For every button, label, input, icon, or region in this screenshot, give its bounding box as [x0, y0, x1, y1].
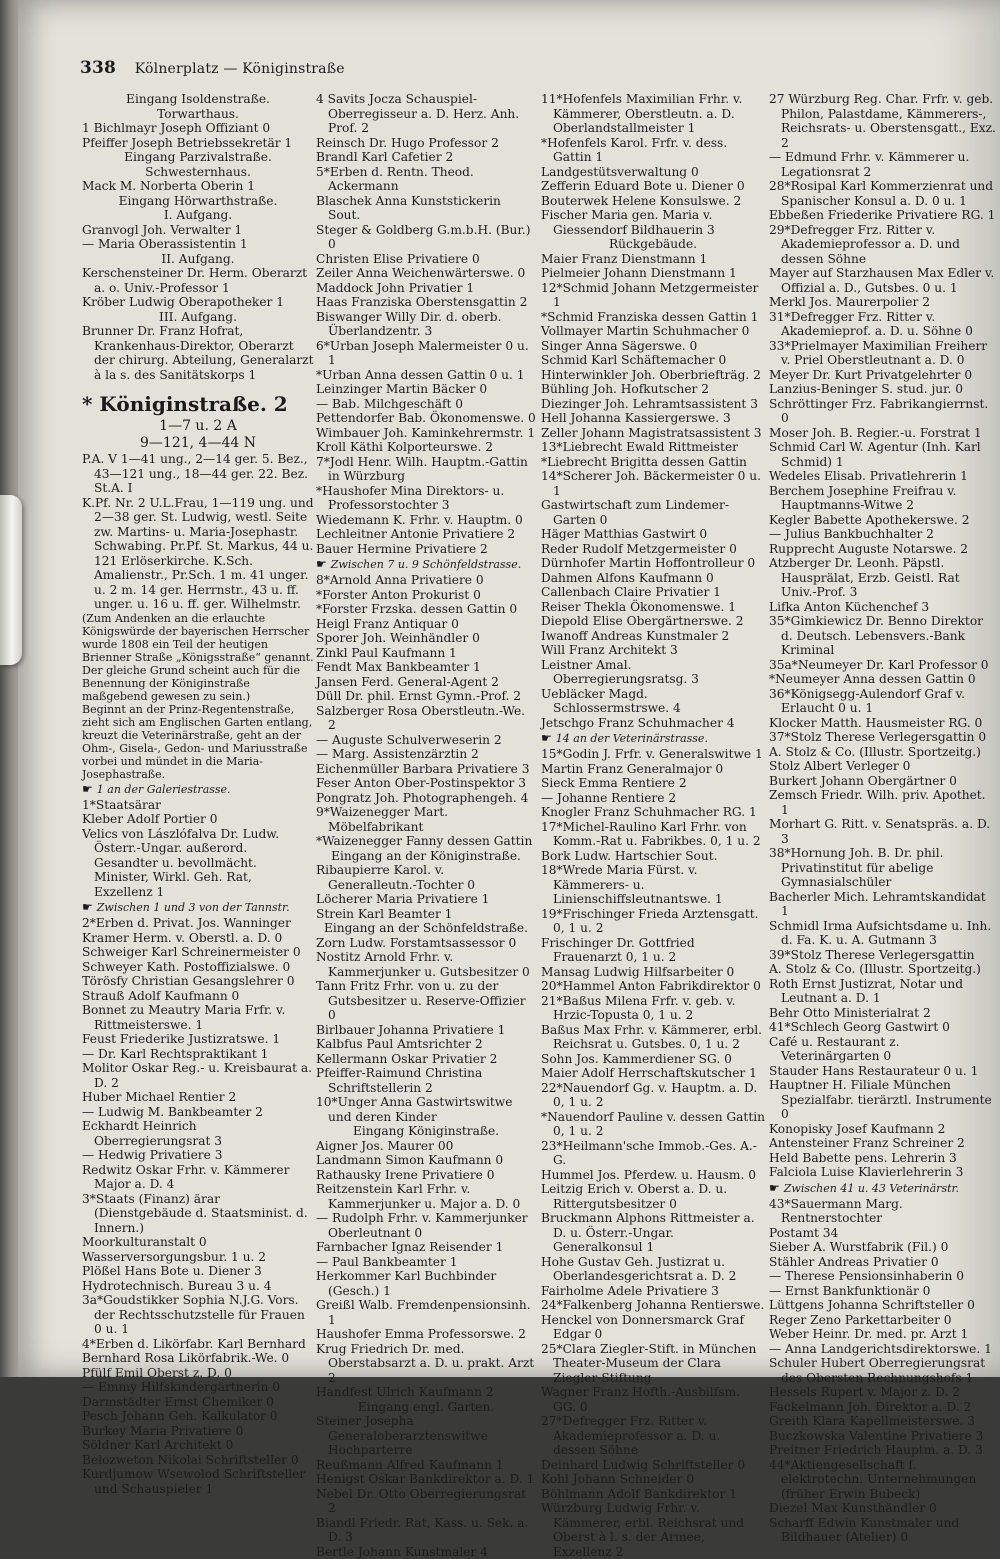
directory-entry: Lüttgens Johanna Schriftsteller 0 — [769, 1298, 997, 1313]
directory-entry: Zorn Ludw. Forstamtsassessor 0 — [316, 936, 536, 951]
directory-entry: Leistner Amal. Oberregierungsratsg. 3 — [541, 658, 765, 687]
directory-entry: Maier Franz Dienstmann 1 — [541, 252, 765, 267]
directory-entry: Huber Michael Rentier 2 — [82, 1090, 314, 1105]
directory-entry: Mayer auf Starzhausen Max Edler v. Offizial a. D., Gutsbes. 0 u. 1 — [769, 266, 997, 295]
directory-entry: 1 Bichlmayr Joseph Offiziant 0 — [82, 121, 314, 136]
hand-pointer-icon: ☛ — [769, 1181, 780, 1195]
directory-entry: 21*Baßus Milena Frfr. v. geb. v. Hrzic-Topusta 0, 1 u. 2 — [541, 994, 765, 1023]
directory-entry: Handfest Ulrich Kaufmann 2 — [316, 1385, 536, 1400]
directory-entry: 12*Schmid Johann Metzgermeister 1 — [541, 281, 765, 310]
directory-entry: 6*Urban Joseph Malermeister 0 u. 1 — [316, 339, 536, 368]
directory-entry: Knogler Franz Schuhmacher RG. 1 — [541, 805, 765, 820]
directory-entry: Iwanoff Andreas Kunstmaler 2 — [541, 629, 765, 644]
hand-pointer-icon: ☛ — [541, 731, 552, 745]
directory-entry: 3*Staats (Finanz) ärar (Dienstgebäude d. Staatsminist. d. Innern.) — [82, 1192, 314, 1236]
directory-entry: Birlbauer Johanna Privatiere 1 — [316, 1023, 536, 1038]
house-range: 1—7 u. 2 A — [82, 418, 314, 435]
directory-entry: Reger Zeno Parkettarbeiter 0 — [769, 1313, 997, 1328]
directory-entry: Bouterwek Helene Konsulswe. 2 — [541, 194, 765, 209]
directory-entry: — Edmund Frhr. v. Kämmerer u. Legationsrat 2 — [769, 150, 997, 179]
directory-entry: *Neumeyer Anna dessen Gattin 0 — [769, 672, 997, 687]
directory-entry: Burkey Maria Privatiere 0 — [82, 1424, 314, 1439]
cross-street-note — [82, 901, 314, 914]
directory-entry: Moser Joh. B. Regier.-u. Forstrat 1 — [769, 426, 997, 441]
directory-entry: Haas Franziska Oberstensgattin 2 — [316, 295, 536, 310]
directory-entry: Burkert Johann Obergärtner 0 — [769, 774, 997, 789]
directory-entry: Hessels Rupert v. Major z. D. 2 — [769, 1385, 997, 1400]
directory-entry: Reußmann Alfred Kaufmann 1 — [316, 1458, 536, 1473]
directory-entry: Söldner Karl Architekt 0 — [82, 1438, 314, 1453]
directory-entry: Schröttinger Frz. Fabrikangierrnst. 0 — [769, 397, 997, 426]
directory-entry: Sporer Joh. Weinhändler 0 — [316, 631, 536, 646]
directory-entry: Ebbeßen Friederike Privatiere RG. 1 — [769, 208, 997, 223]
house-range: 9—121, 4—44 N — [82, 435, 314, 452]
directory-entry: *Schmid Franziska dessen Gattin 1 — [541, 310, 765, 325]
directory-entry: Zemsch Friedr. Wilh. priv. Apothet. 1 — [769, 788, 997, 817]
directory-entry: Belozweton Nikolai Schriftsteller 0 — [82, 1453, 314, 1468]
directory-entry: Molitor Oskar Reg.- u. Kreisbaurat a. D. 2 — [82, 1061, 314, 1090]
directory-entry: Feust Friederike Justizratswe. 1 — [82, 1032, 314, 1047]
directory-entry: Redwitz Oskar Frhr. v. Kämmerer Major a. D. 4 — [82, 1163, 314, 1192]
directory-entry: Schweyer Kath. Postoffizialswe. 0 — [82, 960, 314, 975]
directory-entry: Löcherer Maria Privatiere 1 — [316, 892, 536, 907]
directory-entry: Sieck Emma Rentiere 2 — [541, 776, 765, 791]
directory-entry: Dürnhofer Martin Hoffontrolleur 0 — [541, 556, 765, 571]
directory-entry: 3a*Goudstikker Sophia N.J.G. Vors. der Rechtsschutzstelle für Frauen 0 u. 1 — [82, 1293, 314, 1337]
directory-entry: 27 Würzburg Reg. Char. Frfr. v. geb. Philon, Palastdame, Kämmerers-, Reichsrats- u. Oberstensgatt., Exz. 2 — [769, 92, 997, 150]
directory-entry: Ribaupierre Karol. v. Generalleutn.-Tochter 0 — [316, 863, 536, 892]
directory-entry: Haushofer Emma Professorswe. 2 — [316, 1327, 536, 1342]
directory-entry: *Nauendorf Pauline v. dessen Gattin 0, 1 u. 2 — [541, 1110, 765, 1139]
directory-entry: — Ernst Bankfunktionär 0 — [769, 1284, 997, 1299]
directory-entry: Stauder Hans Restaurateur 0 u. 1 — [769, 1064, 997, 1079]
directory-entry: 14*Scherer Joh. Bäckermeister 0 u. 1 — [541, 469, 765, 498]
directory-entry: Rathausky Irene Privatiere 0 — [316, 1168, 536, 1183]
directory-entry: — Dr. Karl Rechtspraktikant 1 — [82, 1047, 314, 1062]
directory-entry: Diezel Max Kunsthändler 0 — [769, 1501, 997, 1516]
directory-entry: 4 Savits Jocza Schauspiel-Oberregisseur a. D. Herz. Anh. Prof. 2 — [316, 92, 536, 136]
directory-entry: Atzberger Dr. Leonh. Päpstl. Hausprälat, Erzb. Geistl. Rat Univ.-Prof. 3 — [769, 556, 997, 600]
directory-entry: Hinterwinkler Joh. Oberbriefträg. 2 — [541, 368, 765, 383]
cross-street-note — [82, 783, 314, 796]
directory-entry: Kurdjumow Wsewolod Schriftsteller und Schauspieler 1 — [82, 1467, 314, 1496]
directory-entry: Gastwirtschaft zum Lindemer-Garten 0 — [541, 498, 765, 527]
directory-entry: *Urban Anna dessen Gattin 0 u. 1 — [316, 368, 536, 383]
directory-entry: Christen Elise Privatiere 0 — [316, 252, 536, 267]
section-heading: Eingang Isoldenstraße. — [82, 92, 314, 107]
directory-entry: Bühling Joh. Hofkutscher 2 — [541, 382, 765, 397]
directory-entry: Aigner Jos. Maurer 00 — [316, 1139, 536, 1154]
directory-entry: Plößel Hans Bote u. Diener 3 — [82, 1264, 314, 1279]
directory-entry: Jansen Ferd. General-Agent 2 — [316, 675, 536, 690]
directory-entry: Brunner Dr. Franz Hofrat, Krankenhaus-Direktor, Oberarzt der chirurg. Abteilung, Generalarzt à la s. des Sanitätskorps 1 — [82, 324, 314, 382]
directory-entry: 9*Waizenegger Mart. Möbelfabrikant — [316, 805, 536, 834]
directory-entry: Café u. Restaurant z. Veterinärgarten 0 — [769, 1035, 997, 1064]
directory-entry: 27*Defregger Frz. Ritter v. Akademieprofessor a. D. u. dessen Söhne — [541, 1414, 765, 1458]
directory-entry: Meyer Dr. Kurt Privatgelehrter 0 — [769, 368, 997, 383]
directory-entry: Kerschensteiner Dr. Herm. Oberarzt a. o. Univ.-Professor 1 — [82, 266, 314, 295]
directory-entry: Sohn Jos. Kammerdiener SG. 0 — [541, 1052, 765, 1067]
directory-entry: Mansag Ludwig Hilfsarbeiter 0 — [541, 965, 765, 980]
column-3 — [541, 92, 765, 1364]
directory-entry: — Rudolph Frhr. v. Kammerjunker Oberleutnant 0 — [316, 1211, 536, 1240]
directory-entry: Bertle Johann Kunstmaler 4 — [316, 1545, 536, 1559]
cross-street-text: Zwischen 1 und 3 von der Tannstr. — [97, 901, 290, 914]
directory-entry: Bork Ludw. Hartschier Sout. — [541, 849, 765, 864]
directory-entry: K.Pf. Nr. 2 U.L.Frau, 1—119 ung. und 2—38 ger. St. Ludwig, westl. Seite zw. Martins- u. Maria-Josephastr. Schwabing. Pr.Pf. St. Markus, 44 u. 121 Erlöserkirche. K.Sch. Amalienstr., Pr.Sch. 1 m. 41 unger. u. 2 m. 14 ger. Herrnstr., 43 u. ff. unger. u. 16 u. ff. ger. Wilhelmstr. — [82, 496, 314, 612]
directory-entry: Fairholme Adele Privatiere 3 — [541, 1284, 765, 1299]
section-heading: Eingang an der Schönfeldstraße. — [316, 921, 536, 936]
directory-entry: Hydrotechnisch. Bureau 3 u. 4 — [82, 1279, 314, 1294]
directory-entry: 7*Jodl Henr. Wilh. Hauptm.-Gattin in Würzburg — [316, 455, 536, 484]
directory-entry: Schweiger Karl Schreinermeister 0 — [82, 945, 314, 960]
directory-entry: *Hofenfels Karol. Frfr. v. dess. Gattin 1 — [541, 136, 765, 165]
directory-entry: 8*Arnold Anna Privatiere 0 — [316, 573, 536, 588]
directory-entry: Zeiler Anna Weichenwärterswe. 0 — [316, 266, 536, 281]
hand-pointer-icon: ☛ — [82, 782, 93, 796]
directory-entry: 20*Hammel Anton Fabrikdirektor 0 — [541, 979, 765, 994]
directory-entry: Kröber Ludwig Oberapotheker 1 — [82, 295, 314, 310]
directory-entry: Schmid Carl W. Agentur (Inh. Karl Schmid) 1 — [769, 440, 997, 469]
directory-entry: Stolz Albert Verleger 0 — [769, 759, 997, 774]
directory-entry: Henckel von Donnersmarck Graf Edgar 0 — [541, 1313, 765, 1342]
directory-entry: Nostitz Arnold Frhr. v. Kammerjunker u. Gutsbesitzer 0 — [316, 950, 536, 979]
directory-entry: 37*Stolz Therese Verlegersgattin 0 — [769, 730, 997, 745]
section-heading: I. Aufgang. — [82, 208, 314, 223]
directory-entry: Reinsch Dr. Hugo Professor 2 — [316, 136, 536, 151]
directory-entry: Bauer Hermine Privatiere 2 — [316, 542, 536, 557]
directory-entry: 18*Wrede Maria Fürst. v. Kämmerers- u. Linienschiffsleutnantswe. 1 — [541, 863, 765, 907]
directory-entry: Zinkl Paul Kaufmann 1 — [316, 646, 536, 661]
section-heading: Eingang Königinstraße. — [316, 1124, 536, 1139]
directory-entry: Zefferin Eduard Bote u. Diener 0 — [541, 179, 765, 194]
directory-entry: — Therese Pensionsinhaberin 0 — [769, 1269, 997, 1284]
directory-entry: Nebel Dr. Otto Oberregierungsrat 2 — [316, 1487, 536, 1516]
directory-entry: Uebläcker Magd. Schlossermstrswe. 4 — [541, 687, 765, 716]
directory-entry: Törösfy Christian Gesangslehrer 0 — [82, 974, 314, 989]
column-4 — [769, 92, 997, 1364]
cross-street-text: 1 an der Galeriestrasse. — [97, 783, 231, 796]
directory-entry: Hell Johanna Kassiergerswe. 3 — [541, 411, 765, 426]
directory-entry: — Johanne Rentiere 2 — [541, 791, 765, 806]
running-title: Kölnerplatz — Königinstraße — [135, 61, 345, 77]
directory-entry: Wedeles Elisab. Privatlehrerin 1 — [769, 469, 997, 484]
directory-entry: 35*Gimkiewicz Dr. Benno Direktor d. Deutsch. Lebensvers.-Bank Kriminal — [769, 614, 997, 658]
directory-entry: Steger & Goldberg G.m.b.H. (Bur.) 0 — [316, 223, 536, 252]
directory-entry: 13*Liebrecht Ewald Rittmeister — [541, 440, 765, 455]
section-heading: Rückgebäude. — [541, 237, 765, 252]
directory-entry: 44*Aktiengesellschaft f. elektrotechn. Unternehmungen (früher Erwin Bubeck) — [769, 1458, 997, 1502]
directory-entry: Heigl Franz Antiquar 0 — [316, 617, 536, 632]
directory-entry: A. Stolz & Co. (Illustr. Sportzeitg.) — [769, 962, 997, 977]
directory-entry: Will Franz Architekt 3 — [541, 643, 765, 658]
directory-entry: Kohl Johann Schneider 0 — [541, 1472, 765, 1487]
directory-entry: Reder Rudolf Metzgermeister 0 — [541, 542, 765, 557]
directory-entry: 36*Königsegg-Aulendorf Graf v. Erlaucht 0 u. 1 — [769, 687, 997, 716]
directory-entry: Kegler Babette Apothekerswe. 2 — [769, 513, 997, 528]
directory-entry: Reitzenstein Karl Frhr. v. Kammerjunker u. Major a. D. 0 — [316, 1182, 536, 1211]
cross-street-note — [316, 558, 536, 571]
directory-entry: Lifka Anton Küchenchef 3 — [769, 600, 997, 615]
directory-entry: Schmid Karl Schäftemacher 0 — [541, 353, 765, 368]
directory-entry: Hauptner H. Filiale München Spezialfabr. tierärztl. Instrumente 0 — [769, 1078, 997, 1122]
directory-entry: Callenbach Claire Privatier 1 — [541, 585, 765, 600]
directory-entry: 39*Stolz Therese Verlegersgattin — [769, 948, 997, 963]
directory-entry: P.A. V 1—41 ung., 2—14 ger. 5. Bez., 43—121 ung., 18—44 ger. 22. Bez. St.A. I — [82, 452, 314, 496]
directory-entry: Velics von Lászlófalva Dr. Ludw. Österr.-Ungar. außerord. Gesandter u. bevollmächt. Minister, Wirkl. Geh. Rat, Exzellenz 1 — [82, 827, 314, 900]
directory-entry: Moorkulturanstalt 0 — [82, 1235, 314, 1250]
cross-street-note — [769, 1182, 997, 1195]
hand-pointer-icon: ☛ — [316, 557, 327, 571]
cross-street-text: 14 an der Veterinärstrasse. — [556, 732, 708, 745]
directory-entry: Pfeiffer Joseph Betriebssekretär 1 — [82, 136, 314, 151]
directory-entry: 23*Heilmann'sche Immob.-Ges. A.-G. — [541, 1139, 765, 1168]
section-heading: Eingang Hörwarthstraße. — [82, 194, 314, 209]
directory-entry: — Hedwig Privatiere 3 — [82, 1148, 314, 1163]
section-heading: II. Aufgang. — [82, 252, 314, 267]
directory-entry: Schuler Hubert Oberregierungsrat des Obersten Rechnungshofs 1 — [769, 1356, 997, 1385]
directory-entry: Reiser Thekla Ökonomenswe. 1 — [541, 600, 765, 615]
directory-entry: Blaschek Anna Kunststickerin Sout. — [316, 194, 536, 223]
directory-entry: 5*Erben d. Rentn. Theod. Ackermann — [316, 165, 536, 194]
cross-street-text: Zwischen 41 u. 43 Veterinärstr. — [784, 1182, 959, 1195]
directory-entry: Strauß Adolf Kaufmann 0 — [82, 989, 314, 1004]
directory-entry: Greith Klara Kapellmeisterswe. 3 — [769, 1414, 997, 1429]
directory-entry: Greißl Walb. Fremdenpensionsinh. 1 — [316, 1298, 536, 1327]
directory-entry: Hummel Jos. Pferdew. u. Hausm. 0 — [541, 1168, 765, 1183]
directory-entry: 15*Godin J. Frfr. v. Generalswitwe 1 — [541, 747, 765, 762]
directory-entry: 11*Hofenfels Maximilian Frhr. v. Kämmerer, Oberstleutn. a. D. Oberlandstallmeister 1 — [541, 92, 765, 136]
street-heading: * Königinstraße. 2 — [82, 392, 314, 416]
directory-entry: Henigst Oskar Bankdirektor a. D. 1 — [316, 1472, 536, 1487]
directory-entry: 17*Michel-Raulino Karl Frhr. von Komm.-Rat u. Fabrikbes. 0, 1 u. 2 — [541, 820, 765, 849]
directory-entry: Antensteiner Franz Schreiner 2 — [769, 1136, 997, 1151]
directory-entry: Granvogl Joh. Verwalter 1 — [82, 223, 314, 238]
directory-entry: 19*Frischinger Frieda Arztensgatt. 0, 1 u. 2 — [541, 907, 765, 936]
directory-entry: Eckhardt Heinrich Oberregierungsrat 3 — [82, 1119, 314, 1148]
directory-entry: Düll Dr. phil. Ernst Gymn.-Prof. 2 — [316, 689, 536, 704]
directory-entry: Wagner Franz Hofth.-Ausbilfsm. GG. 0 — [541, 1385, 765, 1414]
directory-entry: Rupprecht Auguste Notarswe. 2 — [769, 542, 997, 557]
directory-entry: Pesch Johann Geh. Kalkulator 0 — [82, 1409, 314, 1424]
directory-entry: Zeller Johann Magistratsassistent 3 — [541, 426, 765, 441]
directory-entry: — Ludwig M. Bankbeamter 2 — [82, 1105, 314, 1120]
cross-street-note — [541, 732, 765, 745]
directory-entry: Pettendorfer Bab. Ökonomenswe. 0 — [316, 411, 536, 426]
column-2 — [316, 92, 536, 1364]
directory-entry: Lanzius-Beninger S. stud. jur. 0 — [769, 382, 997, 397]
directory-entry: Martin Franz Generalmajor 0 — [541, 762, 765, 777]
directory-entry: Pielmeier Johann Dienstmann 1 — [541, 266, 765, 281]
directory-entry: *Liebrecht Brigitta dessen Gattin — [541, 455, 765, 470]
directory-entry: Kroll Käthi Kolporteurswe. 2 — [316, 440, 536, 455]
directory-entry: Bernhard Rosa Likörfabrik.-We. 0 — [82, 1351, 314, 1366]
directory-entry: Landmann Simon Kaufmann 0 — [316, 1153, 536, 1168]
directory-entry: — Emmy Hilfskindergärtnerin 0 — [82, 1380, 314, 1395]
directory-entry: Frischinger Dr. Gottfried Frauenarzt 0, 1 u. 2 — [541, 936, 765, 965]
directory-entry: *Haushofer Mina Direktors- u. Professorstochter 3 — [316, 484, 536, 513]
directory-entry: Kramer Herm. v. Oberstl. a. D. 0 — [82, 931, 314, 946]
directory-entry: Jetschgo Franz Schuhmacher 4 — [541, 716, 765, 731]
page-header — [80, 58, 980, 82]
directory-entry: Buczkowska Valentine Privatiere 3 — [769, 1429, 997, 1444]
directory-entry: Strein Karl Beamter 1 — [316, 907, 536, 922]
directory-entry: Bruckmann Alphons Rittmeister a. D. u. Österr.-Ungar. Generalkonsul 1 — [541, 1211, 765, 1255]
directory-entry: Tann Fritz Frhr. von u. zu der Gutsbesitzer u. Reserve-Offizier 0 — [316, 979, 536, 1023]
section-heading: Torwarthaus. — [82, 107, 314, 122]
directory-entry: 4*Erben d. Likörfabr. Karl Bernhard — [82, 1337, 314, 1352]
directory-entry: Pfülf Emil Oberst z. D. 0 — [82, 1366, 314, 1381]
directory-entry: Wiedemann K. Frhr. v. Hauptm. 0 — [316, 513, 536, 528]
directory-entry: Weber Heinr. Dr. med. pr. Arzt 1 — [769, 1327, 997, 1342]
directory-entry: *Waizenegger Fanny dessen Gattin — [316, 834, 536, 849]
directory-entry: Konopisky Josef Kaufmann 2 — [769, 1122, 997, 1137]
directory-entry: — Julius Bankbuchhalter 2 — [769, 527, 997, 542]
directory-entry: Schmidl Irma Aufsichtsdame u. Inh. d. Fa. K. u. A. Gutmann 3 — [769, 919, 997, 948]
directory-entry: 31*Defregger Frz. Ritter v. Akademieprof. a. D. u. Söhne 0 — [769, 310, 997, 339]
section-heading: Eingang Parzivalstraße. — [82, 150, 314, 165]
section-heading: III. Aufgang. — [82, 310, 314, 325]
directory-entry: Berchem Josephine Freifrau v. Hauptmanns-Witwe 2 — [769, 484, 997, 513]
directory-entry: Scharff Edwin Kunstmaler und Bildhauer (Atelier) 0 — [769, 1516, 997, 1545]
directory-entry: — Maria Oberassistentin 1 — [82, 237, 314, 252]
directory-entry: Brandl Karl Cafetier 2 — [316, 150, 536, 165]
hand-pointer-icon: ☛ — [82, 900, 93, 914]
directory-entry: Klocker Matth. Hausmeister RG. 0 — [769, 716, 997, 731]
directory-entry: Dahmen Alfons Kaufmann 0 — [541, 571, 765, 586]
directory-entry: 24*Falkenberg Johanna Rentierswe. — [541, 1298, 765, 1313]
cross-street-text: Zwischen 7 u. 9 Schönfeldstrasse. — [331, 558, 521, 571]
directory-entry: Fischer Maria gen. Maria v. Giessendorf Bildhauerin 3 — [541, 208, 765, 237]
directory-entry: Biandl Friedr. Rat, Kass. u. Sek. a. D. 3 — [316, 1516, 536, 1545]
directory-entry: Biswanger Willy Dir. d. oberb. Überlandzentr. 3 — [316, 310, 536, 339]
directory-entry: — Paul Bankbeamter 1 — [316, 1255, 536, 1270]
directory-entry: Sieber A. Wurstfabrik (Fil.) 0 — [769, 1240, 997, 1255]
directory-entry: Kleber Adolf Portier 0 — [82, 812, 314, 827]
directory-entry: Wimbauer Joh. Kaminkehrermstr. 1 — [316, 426, 536, 441]
directory-entry: Pongratz Joh. Photographengeh. 4 — [316, 791, 536, 806]
directory-entry: Maier Adolf Herrschaftskutscher 1 — [541, 1066, 765, 1081]
directory-entry: Darmstädter Ernst Chemiker 0 — [82, 1395, 314, 1410]
directory-entry: Herkommer Karl Buchbinder (Gesch.) 1 — [316, 1269, 536, 1298]
directory-entry: Merkl Jos. Maurerpolier 2 — [769, 295, 997, 310]
directory-entry: Postamt 34 — [769, 1226, 997, 1241]
column-1 — [82, 92, 314, 1364]
directory-entry: Diezinger Joh. Lehramtsassistent 3 — [541, 397, 765, 412]
directory-entry: *Forster Anton Prokurist 0 — [316, 588, 536, 603]
directory-entry: 2*Erben d. Privat. Jos. Wanninger — [82, 916, 314, 931]
directory-entry: Behr Otto Ministerialrat 2 — [769, 1006, 997, 1021]
directory-entry: Vollmayer Martin Schuhmacher 0 — [541, 324, 765, 339]
directory-entry: Steiner Josepha Generaloberarztenswitwe Hochparterre — [316, 1414, 536, 1458]
directory-entry: 41*Schlech Georg Gastwirt 0 — [769, 1020, 997, 1035]
directory-entry: Bonnet zu Meautry Maria Frfr. v. Rittmeisterswe. 1 — [82, 1003, 314, 1032]
directory-entry: Fackelmann Joh. Direktor a. D. 2 — [769, 1400, 997, 1415]
directory-entry: A. Stolz & Co. (Illustr. Sportzeitg.) — [769, 745, 997, 760]
directory-entry: Preitner Friedrich Hauptm. a. D. 3 — [769, 1443, 997, 1458]
directory-entry: Krug Friedrich Dr. med. Oberstabsarzt a. D. u. prakt. Arzt 2 — [316, 1342, 536, 1386]
directory-entry: Morhart G. Ritt. v. Senatspräs. a. D. 3 — [769, 817, 997, 846]
directory-entry: Deinhard Ludwig Schriftsteller 0 — [541, 1458, 765, 1473]
directory-entry: Wasserversorgungsbur. 1 u. 2 — [82, 1250, 314, 1265]
section-heading: Eingang an der Königinstraße. — [316, 849, 536, 864]
directory-entry: 1*Staatsärar — [82, 798, 314, 813]
directory-entry: Bacherler Mich. Lehramtskandidat 1 — [769, 890, 997, 919]
directory-entry: Hohe Gustav Geh. Justizrat u. Oberlandesgerichtsrat a. D. 2 — [541, 1255, 765, 1284]
directory-entry: Maddock John Privatier 1 — [316, 281, 536, 296]
directory-entry: Leitzig Erich v. Oberst a. D. u. Rittergutsbesitzer 0 — [541, 1182, 765, 1211]
directory-entry: 38*Hornung Joh. B. Dr. phil. Privatinstitut für abelige Gymnasialschüler — [769, 846, 997, 890]
directory-entry: Baßus Max Frhr. v. Kämmerer, erbl. Reichsrat u. Gutsbes. 0, 1 u. 2 — [541, 1023, 765, 1052]
street-note: Beginnt an der Prinz-Regentenstraße, zieht sich am Englischen Garten entlang, kreuzt die Veterinärstraße, geht an der Ohm-, Gisela-, Gedon- und Mariusstraße vorbei und mündet in die Maria-Josephastraße. — [82, 703, 314, 781]
directory-entry: Roth Ernst Justizrat, Notar und Leutnant a. D. 1 — [769, 977, 997, 1006]
directory-entry: Farnbacher Ignaz Reisender 1 — [316, 1240, 536, 1255]
directory-page — [18, 0, 1000, 1377]
directory-entry: 25*Clara Ziegler-Stift. in München Theater-Museum der Clara Ziegler-Stiftung — [541, 1342, 765, 1386]
directory-entry: Diepold Elise Obergärtnerswe. 2 — [541, 614, 765, 629]
directory-entry: — Bab. Milchgeschäft 0 — [316, 397, 536, 412]
directory-entry: — Auguste Schulverweserin 2 — [316, 733, 536, 748]
directory-entry: Feser Anton Ober-Postinspektor 3 — [316, 776, 536, 791]
paper-clip — [0, 495, 22, 665]
directory-entry: 43*Sauermann Marg. Rentnerstochter — [769, 1197, 997, 1226]
section-heading: Schwesternhaus. — [82, 165, 314, 180]
directory-entry: *Forster Frzska. dessen Gattin 0 — [316, 602, 536, 617]
section-heading: Eingang engl. Garten. — [316, 1400, 536, 1415]
directory-entry: Fendt Max Bankbeamter 1 — [316, 660, 536, 675]
directory-entry: Lechleitner Antonie Privatiere 2 — [316, 527, 536, 542]
directory-entry: Mack M. Norberta Oberin 1 — [82, 179, 314, 194]
directory-entry: Landgestütsverwaltung 0 — [541, 165, 765, 180]
directory-entry: 10*Unger Anna Gastwirtswitwe und deren Kinder — [316, 1095, 536, 1124]
page-number: 338 — [80, 58, 116, 78]
directory-entry: Eichenmüller Barbara Privatiere 3 — [316, 762, 536, 777]
directory-entry: 29*Defregger Frz. Ritter v. Akademieprofessor a. D. und dessen Söhne — [769, 223, 997, 267]
directory-entry: Pfeiffer-Raimund Christina Schriftstellerin 2 — [316, 1066, 536, 1095]
directory-entry: — Anna Landgerichtsdirektorswe. 1 — [769, 1342, 997, 1357]
directory-entry: Stähler Andreas Privatier 0 — [769, 1255, 997, 1270]
directory-entry: 22*Nauendorf Gg. v. Hauptm. a. D. 0, 1 u. 2 — [541, 1081, 765, 1110]
directory-entry: 33*Prielmayer Maximilian Freiherr v. Priel Oberstleutnant a. D. 0 — [769, 339, 997, 368]
directory-entry: Häger Matthias Gastwirt 0 — [541, 527, 765, 542]
directory-entry: 35a*Neumeyer Dr. Karl Professor 0 — [769, 658, 997, 673]
directory-entry: 28*Rosipal Karl Kommerzienrat und Spanischer Konsul a. D. 0 u. 1 — [769, 179, 997, 208]
directory-entry: Held Babette pens. Lehrerin 3 — [769, 1151, 997, 1166]
street-note: (Zum Andenken an die erlauchte Königswürde der bayerischen Herrscher wurde 1808 ein Teil der heutigen Brienner Straße „Königsstraße“ genannt. Der gleiche Grund scheint auch für die Benennung der Königinstraße maßgebend gewesen zu sein.) — [82, 612, 314, 703]
directory-entry: Salzberger Rosa Oberstleutn.-We. 2 — [316, 704, 536, 733]
directory-entry: Würzburg Ludwig Frhr. v. Kämmerer, erbl. Reichsrat und Oberst à l. s. der Armee, Exzellenz 2 — [541, 1501, 765, 1559]
directory-entry: Kellermann Oskar Privatier 2 — [316, 1052, 536, 1067]
directory-entry: Böhlmann Adolf Bankdirektor 1 — [541, 1487, 765, 1502]
directory-entry: Singer Anna Sägerswe. 0 — [541, 339, 765, 354]
directory-entry: — Marg. Assistenzärztin 2 — [316, 747, 536, 762]
directory-entry: Leinzinger Martin Bäcker 0 — [316, 382, 536, 397]
directory-entry: Kalbfus Paul Amtsrichter 2 — [316, 1037, 536, 1052]
directory-entry: Falciola Luise Klavierlehrerin 3 — [769, 1165, 997, 1180]
